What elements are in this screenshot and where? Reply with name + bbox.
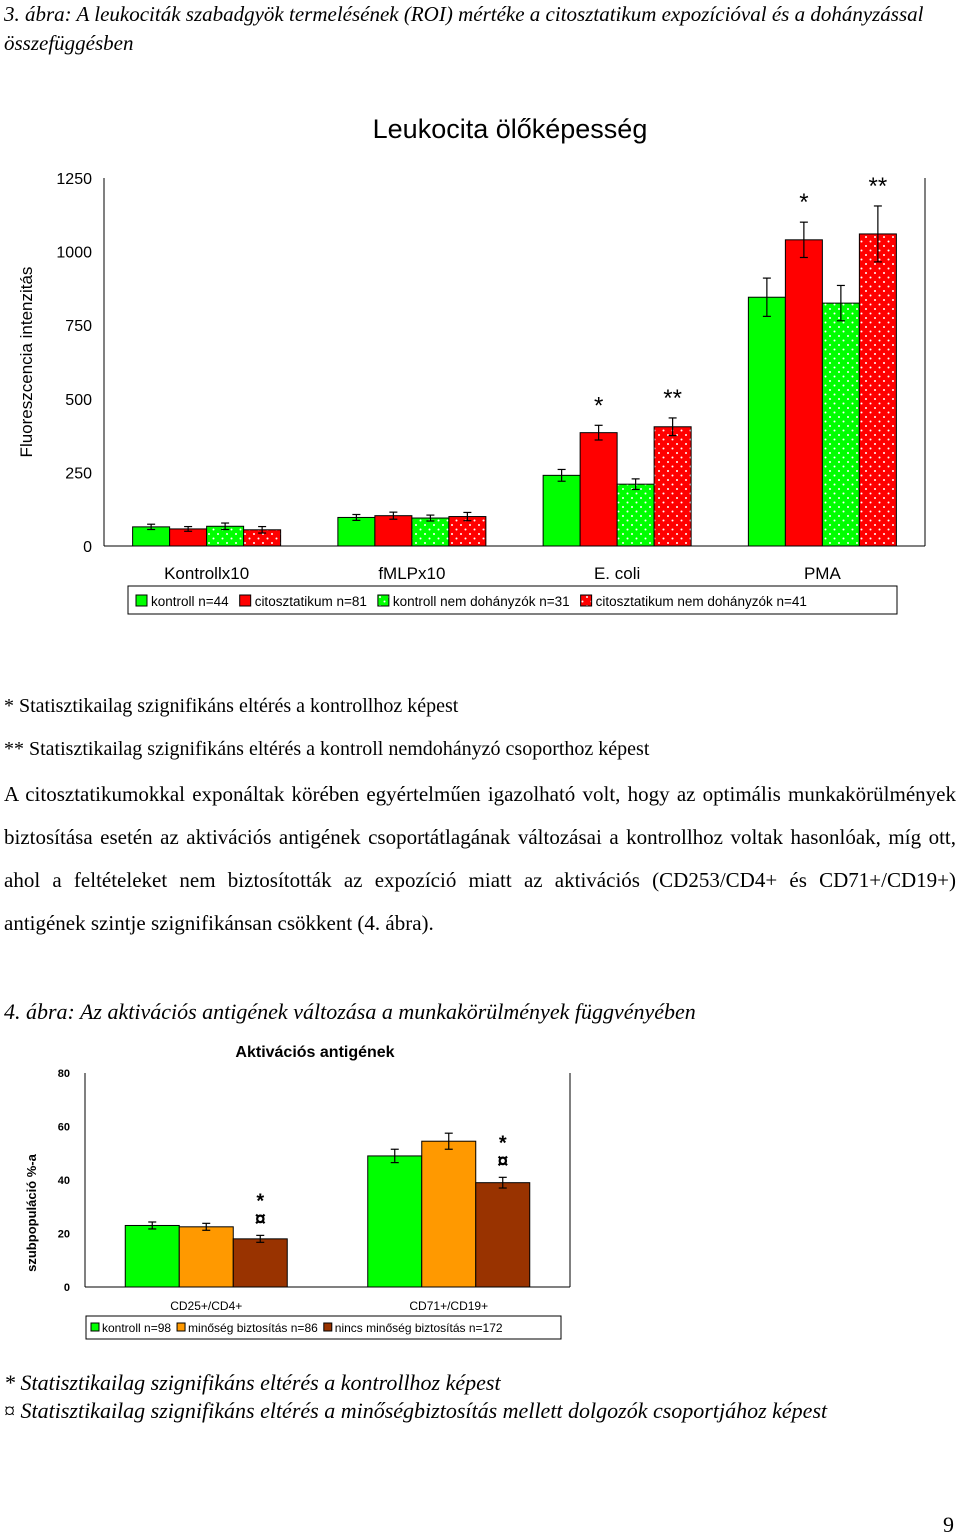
chart2-ylabel: szubpopuláció %-a xyxy=(24,1154,39,1272)
chart2-footnote-2: ¤ Statisztikailag szignifikáns eltérés a minőségbiztosítás mellett dolgozók csoportjához képest xyxy=(4,1398,828,1423)
chart1-ytick-label: 250 xyxy=(65,465,92,483)
chart1-category-label: Kontrollx10 xyxy=(164,564,250,583)
chart2-ytick-label: 40 xyxy=(57,1175,70,1187)
chart2-legend-label: minőség biztosítás n=86 xyxy=(188,1321,318,1335)
chart1-footnote-2: ** Statisztikailag szignifikáns eltérés a kontroll nemdohányzó csoporthoz képest xyxy=(4,738,650,760)
chart2-footnote-1: * Statisztikailag szignifikáns eltérés a kontrollhoz képest xyxy=(4,1370,501,1395)
chart1-category-label: E. coli xyxy=(593,564,641,583)
chart2-legend-label: nincs minőség biztosítás n=172 xyxy=(334,1321,503,1335)
chart1-ytick-label: 0 xyxy=(83,539,92,556)
chart1-ytick-label: 1250 xyxy=(56,171,92,188)
figure-3-caption: 3. ábra: A leukociták szabadgyök termelésének (ROI) mértéke a citosztatikum expozícióval és a dohányzással összefüggésben xyxy=(4,2,924,55)
chart1-legend-label: kontroll n=44 xyxy=(151,594,229,609)
body-paragraph: A citosztatikumokkal exponáltak körében egyértelműen igazolható volt, hogy az optimális munkakörülmények biztosítása esetén az aktivációs antigének csoportátlagának változásai a kontrollhoz voltak hasonlóak, míg ott, ahol a feltételeket nem biztosították az expozíció miatt az aktivációs (CD253/CD4+ és CD71+/CD19+) antigének szintje szignifikánsan csökkent (4. ábra). xyxy=(4,782,956,935)
chart2-legend-swatch xyxy=(91,1323,99,1331)
chart1-legend-label: kontroll nem dohányzók n=31 xyxy=(392,594,570,609)
chart2-significance-mark: ¤ xyxy=(497,1150,509,1173)
chart2-significance-mark: * xyxy=(256,1190,265,1213)
chart-aktivacios xyxy=(0,1035,960,1365)
chart1-legend-label: citosztatikum nem dohányzók n=41 xyxy=(595,594,807,609)
chart1-ytick-label: 750 xyxy=(65,318,92,336)
chart2-bar xyxy=(233,1239,287,1287)
chart1-legend-swatch xyxy=(378,595,389,606)
chart1-significance-mark: * xyxy=(593,392,604,420)
chart1-bar xyxy=(543,475,580,546)
chart1-ytick-label: 1000 xyxy=(56,244,92,262)
chart2-legend-swatch xyxy=(324,1323,332,1331)
chart2-legend-label: kontroll n=98 xyxy=(102,1321,172,1335)
chart2-ytick-label: 80 xyxy=(57,1068,70,1080)
chart1-bar xyxy=(580,433,617,546)
chart-leukocita xyxy=(0,100,960,720)
chart2-category-label: CD25+/CD4+ xyxy=(170,1299,243,1313)
chart1-significance-mark: ** xyxy=(663,384,682,412)
chart1-bar xyxy=(748,297,785,546)
chart1-bar xyxy=(617,484,654,546)
chart2-bar xyxy=(179,1227,233,1287)
chart2-ytick-label: 20 xyxy=(57,1228,70,1241)
chart1-legend-swatch xyxy=(240,595,251,606)
figure-4-caption: 4. ábra: Az aktivációs antigének változása a munkakörülmények függvényében xyxy=(4,999,696,1024)
chart1-title: Leukocita ölőképesség xyxy=(372,114,648,144)
chart1-legend-swatch xyxy=(581,595,592,606)
chart2-ytick-label: 60 xyxy=(57,1121,70,1134)
chart2-bar xyxy=(476,1183,530,1287)
chart2-bar xyxy=(125,1225,179,1287)
chart1-bar xyxy=(338,517,375,546)
chart1-bar xyxy=(822,303,859,546)
chart2-title: Aktivációs antigének xyxy=(235,1044,395,1061)
chart1-ytick-label: 500 xyxy=(65,391,92,409)
chart2-bar xyxy=(368,1156,422,1287)
chart1-bar xyxy=(785,240,822,546)
chart1-legend-label: citosztatikum n=81 xyxy=(254,594,367,609)
chart2-ytick-label: 0 xyxy=(63,1282,70,1294)
chart1-legend-swatch xyxy=(136,595,147,606)
chart2-significance-mark: ¤ xyxy=(254,1208,266,1231)
chart2-category-label: CD71+/CD19+ xyxy=(409,1299,489,1313)
chart2-bar xyxy=(422,1141,476,1287)
chart2-legend-swatch xyxy=(177,1323,185,1331)
chart1-bar xyxy=(375,516,412,546)
chart1-significance-mark: * xyxy=(799,189,809,217)
chart1-footnote-1: * Statisztikailag szignifikáns eltérés a kontrollhoz képest xyxy=(4,695,459,717)
chart2-significance-mark: * xyxy=(498,1132,507,1155)
chart1-category-label: fMLPx10 xyxy=(378,564,446,583)
page-number: 9 xyxy=(943,1512,954,1537)
chart1-bar xyxy=(412,518,449,546)
chart1-bar xyxy=(654,427,691,546)
chart1-significance-mark: ** xyxy=(868,172,888,200)
chart1-category-label: PMA xyxy=(803,564,841,583)
chart1-ylabel: Fluoreszcencia intenzitás xyxy=(17,266,36,458)
chart1-bar xyxy=(859,234,896,546)
